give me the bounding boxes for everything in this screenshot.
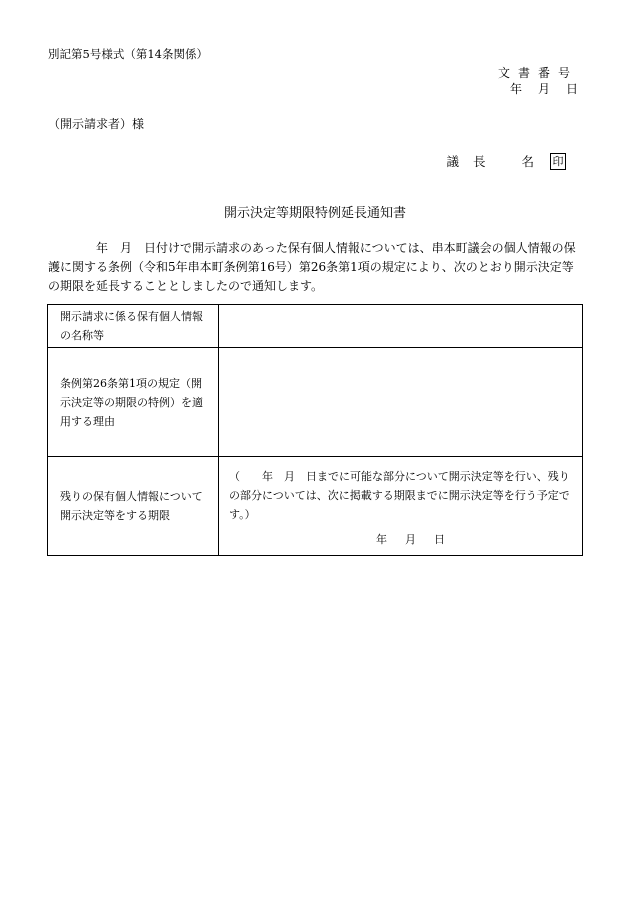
month-label: 月 xyxy=(405,533,416,546)
row-value xyxy=(219,305,583,348)
deadline-date-line xyxy=(229,530,574,549)
day-label: 日 xyxy=(434,533,445,546)
info-table xyxy=(47,304,583,556)
table-row xyxy=(48,457,583,556)
row-value xyxy=(219,348,583,457)
row-value xyxy=(219,457,583,556)
row-label: 条例第26条第1項の規定（開示決定等の期限の特例）を適用する理由 xyxy=(48,348,219,457)
issuer-title: 議長 xyxy=(446,154,500,169)
year-label: 年 xyxy=(376,533,387,546)
issuer-name-label: 名 xyxy=(521,154,534,169)
issuer xyxy=(446,152,566,170)
day-label: 日 xyxy=(565,82,578,96)
document-number-label: 文書番号 xyxy=(497,66,578,80)
form-label: 別記第5号様式（第14条関係） xyxy=(48,47,208,61)
body-paragraph xyxy=(48,239,584,296)
table-row xyxy=(48,348,583,457)
document-title: 開示決定等期限特例延長通知書 xyxy=(223,206,406,221)
seal-stamp: 印 xyxy=(550,153,566,170)
deadline-note: （ 年 月 日までに可能な部分について開示決定等を行い、残りの部分については、次に掲載する期限までに開示決定等を行う予定です。） xyxy=(229,470,570,521)
month-label: 月 xyxy=(537,82,550,96)
year-label: 年 xyxy=(509,82,522,96)
body-text: 年 月 日付けで開示請求のあった保有個人情報については、串本町議会の個人情報の保護に関する条例（令和5年串本町条例第16号）第26条第1項の規定により、次のとおり開示決定等の期限を延長することとしましたので通知します。 xyxy=(48,241,576,293)
document-date-line xyxy=(494,80,578,97)
recipient: （開示請求者）様 xyxy=(48,117,145,131)
table-row xyxy=(48,305,583,348)
row-label: 残りの保有個人情報について開示決定等をする期限 xyxy=(48,457,219,556)
row-label: 開示請求に係る保有個人情報の名称等 xyxy=(48,305,219,348)
